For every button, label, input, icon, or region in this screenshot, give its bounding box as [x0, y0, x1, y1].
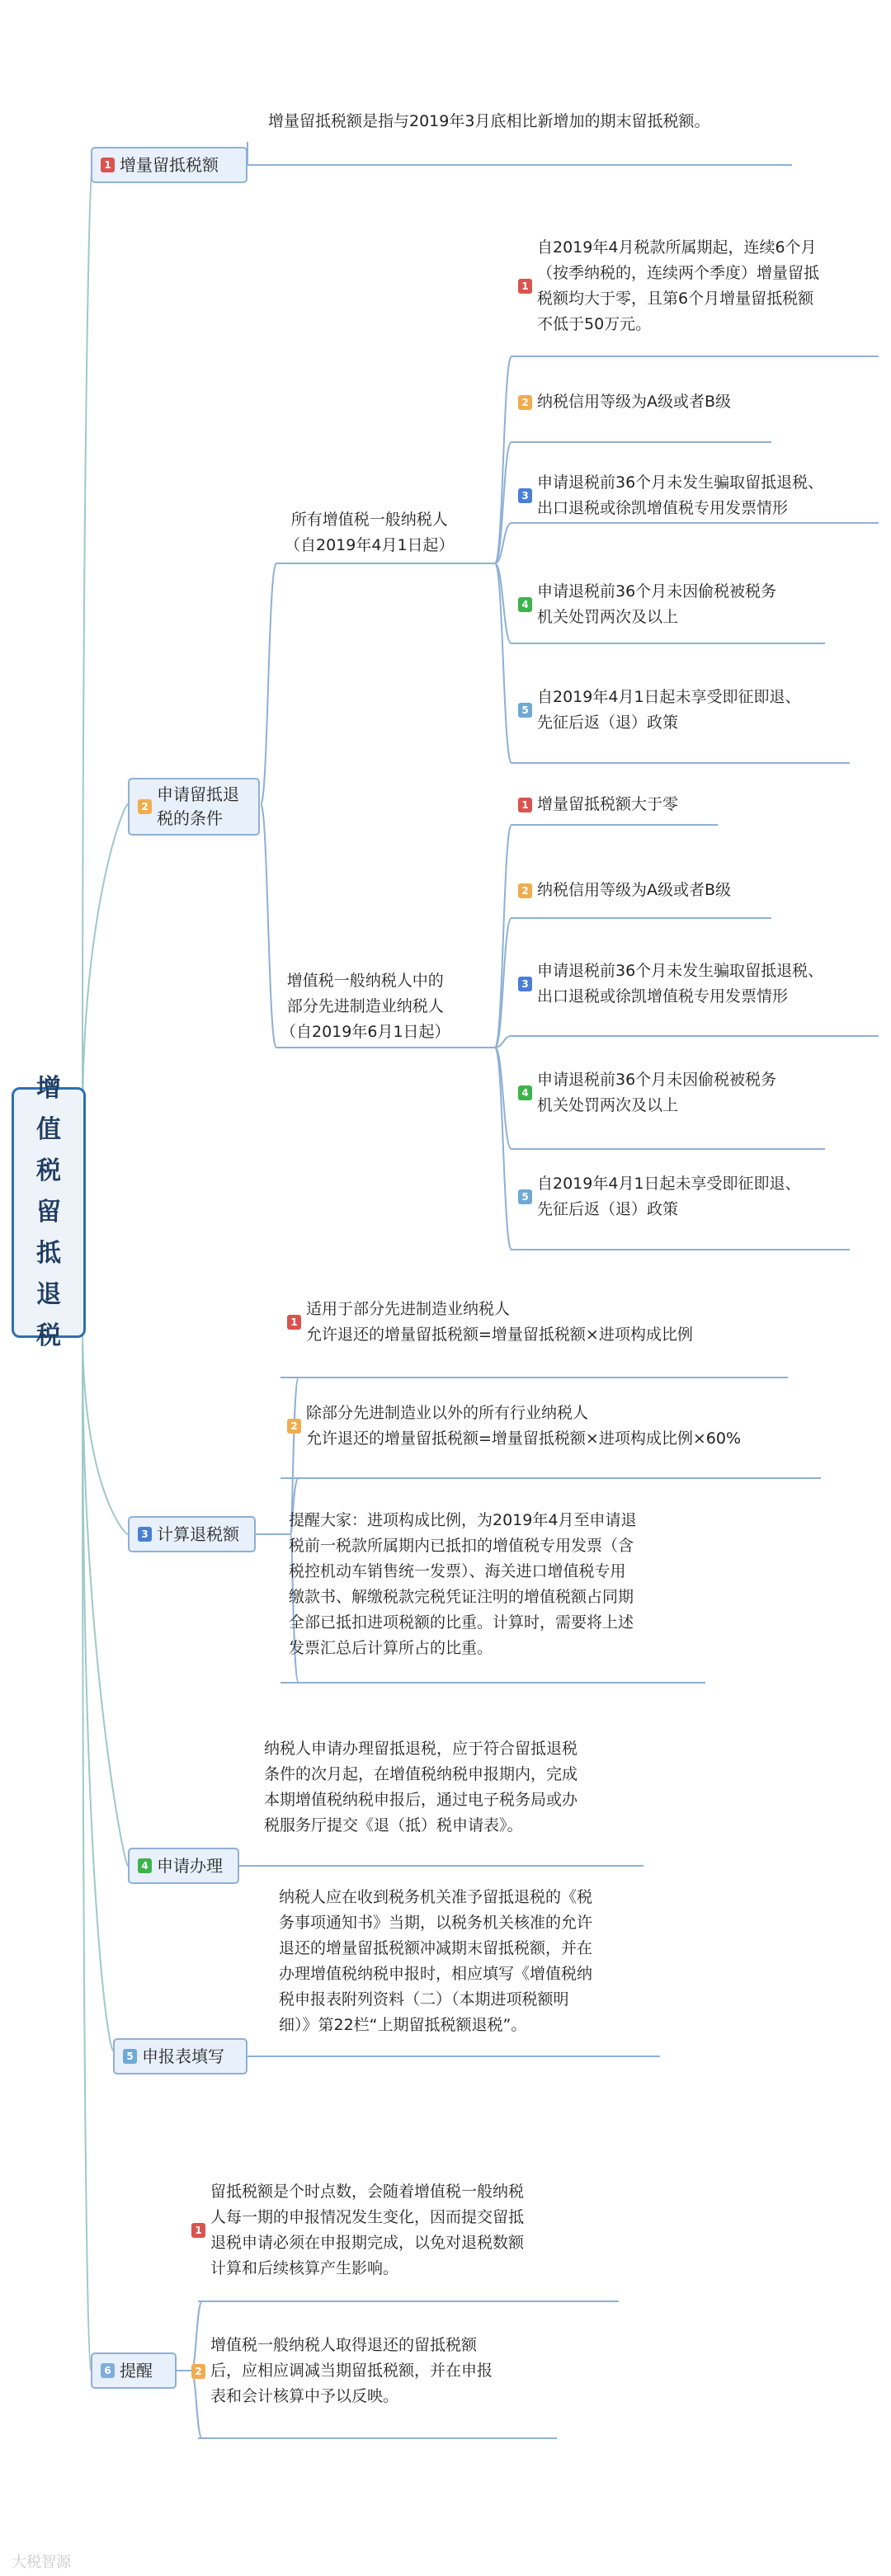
priority-2-icon: 2	[138, 799, 152, 814]
priority-3-icon: 3	[518, 977, 532, 991]
item-line: 计算和后续核算产生影响。	[210, 2259, 399, 2277]
tip-line: 发票汇总后计算所占的比重。	[289, 1639, 493, 1657]
condition-item[interactable]	[518, 389, 731, 415]
note-line: 本期增值税纳税申报后，通过电子税务局或办	[264, 1791, 578, 1809]
watermark: 大税智源	[12, 2554, 71, 2571]
item-line: 增值税一般纳税人取得退还的留抵税额	[210, 2336, 478, 2354]
condition-item[interactable]	[518, 579, 776, 630]
item-line: 自2019年4月1日起未享受即征即退、	[537, 1175, 801, 1193]
topic-reminder[interactable]	[91, 2352, 177, 2389]
reminder-item[interactable]	[191, 2333, 493, 2409]
calc-tip	[289, 1508, 636, 1661]
note-line: 税申报表附列资料（二）（本期进项税额明	[279, 1990, 569, 2009]
group-label-line: （自2019年4月1日起）	[285, 536, 455, 554]
priority-2-icon: 2	[287, 1419, 301, 1434]
topic-refund-conditions[interactable]	[128, 778, 260, 836]
topic-label: 增量留抵税额	[120, 155, 219, 175]
note-line: 税服务厅提交《退（抵）税申请表》。	[264, 1816, 523, 1834]
topic-apply[interactable]	[128, 1848, 239, 1884]
tip-line: 提醒大家：进项构成比例，为2019年4月至申请退	[289, 1511, 637, 1529]
item-line: 申请退税前36个月未因偷税被税务	[537, 1071, 777, 1089]
tip-line: 全部已抵扣进项税额的比重。计算时，需要将上述	[289, 1613, 634, 1632]
priority-5-icon: 5	[123, 2049, 137, 2064]
root-char: 增	[36, 1074, 61, 1103]
priority-3-icon: 3	[138, 1527, 152, 1542]
condition-item[interactable]	[518, 1067, 776, 1118]
item-line: 人每一期的申报情况发生变化，因而提交留抵	[210, 2208, 525, 2226]
item-line: 纳税信用等级为A级或者B级	[537, 881, 732, 899]
item-line: （按季纳税的，连续两个季度）增量留抵	[537, 264, 820, 282]
topic-label-line: 税的条件	[157, 808, 223, 828]
priority-2-icon: 2	[191, 2364, 205, 2379]
item-line: 后，应相应调减当期留抵税额，并在申报	[210, 2362, 493, 2380]
note-line: 细）》第22栏“上期留抵税额退税”。	[279, 2016, 527, 2034]
condition-item[interactable]	[518, 235, 819, 337]
tip-line: 税控机动车销售统一发票）、海关进口增值税专用	[289, 1562, 626, 1580]
item-line: 不低于50万元。	[537, 315, 652, 333]
topic-label: 申报表填写	[142, 2046, 224, 2066]
root-char: 退	[36, 1280, 61, 1309]
root-char: 抵	[36, 1239, 61, 1268]
condition-item[interactable]	[518, 958, 823, 1010]
item-line: 出口退税或徐凯增值税专用发票情形	[537, 987, 789, 1005]
priority-2-icon: 2	[518, 883, 532, 898]
tip-line: 缴款书、解缴税款完税凭证注明的增值税额占同期	[289, 1588, 634, 1606]
root-char: 留	[36, 1198, 61, 1227]
b1-note: 增量留抵税额是指与2019年3月底相比新增加的期末留抵税额。	[268, 112, 710, 130]
item-line: 申请退税前36个月未因偷税被税务	[537, 582, 777, 600]
item-line: 自2019年4月税款所属期起，连续6个月	[537, 238, 817, 257]
item-line: 增量留抵税额大于零	[537, 795, 679, 813]
root-char: 值	[36, 1115, 61, 1144]
note-line: 纳税人申请办理留抵退税，应于符合留抵退税	[264, 1740, 578, 1758]
priority-3-icon: 3	[518, 488, 532, 503]
item-line: 税额均大于零，且第6个月增量留抵税额	[537, 290, 814, 308]
note-line: 退还的增量留抵税额冲减期末留抵税额，并在	[279, 1939, 593, 1957]
priority-1-icon: 1	[287, 1315, 301, 1330]
note-line: 办理增值税纳税申报时，相应填写《增值税纳	[279, 1965, 593, 1983]
item-line: 先征后返（退）政策	[537, 713, 679, 732]
topic-label: 计算退税额	[157, 1524, 239, 1544]
priority-1-icon: 1	[101, 158, 115, 172]
condition-item[interactable]	[518, 470, 823, 521]
topic-calculate-refund[interactable]	[128, 1516, 256, 1552]
group-advanced-manufacturing[interactable]	[280, 968, 450, 1045]
item-line: 适用于部分先进制造业纳税人	[306, 1300, 511, 1318]
item-line: 机关处罚两次及以上	[537, 1096, 679, 1114]
item-line: 自2019年4月1日起未享受即征即退、	[537, 688, 801, 706]
item-line: 机关处罚两次及以上	[537, 608, 679, 626]
priority-4-icon: 4	[518, 1085, 532, 1100]
group-label-line: 增值税一般纳税人中的	[286, 972, 444, 990]
item-line: 表和会计核算中予以反映。	[210, 2387, 399, 2405]
item-line: 留抵税额是个时点数，会随着增值税一般纳税	[210, 2183, 525, 2201]
priority-4-icon: 4	[138, 1858, 152, 1873]
group-all-general-taxpayers[interactable]	[285, 507, 455, 558]
priority-2-icon: 2	[518, 395, 532, 410]
fill-return-note	[279, 1885, 592, 2038]
condition-item[interactable]	[518, 792, 678, 817]
condition-item[interactable]	[518, 1171, 801, 1222]
root-char: 税	[36, 1156, 61, 1185]
item-line: 退税申请必须在申报期完成，以免对退税数额	[210, 2234, 525, 2252]
priority-5-icon: 5	[518, 703, 532, 718]
topic-label-line: 申请留抵退	[157, 784, 239, 804]
item-line: 允许退还的增量留抵税额=增量留抵税额×进项构成比例×60%	[306, 1429, 741, 1448]
topic-fill-return[interactable]	[113, 2038, 248, 2074]
condition-item[interactable]	[518, 878, 731, 903]
item-line: 纳税信用等级为A级或者B级	[537, 393, 732, 411]
reminder-item[interactable]	[191, 2179, 524, 2282]
note-line: 条件的次月起，在增值税纳税申报期内，完成	[264, 1765, 578, 1783]
item-line: 先征后返（退）政策	[537, 1200, 679, 1218]
calc-item[interactable]	[287, 1297, 693, 1348]
priority-5-icon: 5	[518, 1189, 532, 1204]
item-line: 出口退税或徐凯增值税专用发票情形	[537, 499, 789, 517]
priority-1-icon: 1	[518, 279, 532, 294]
root-topic[interactable]	[12, 1074, 86, 1350]
priority-4-icon: 4	[518, 597, 532, 612]
calc-item[interactable]	[287, 1401, 741, 1452]
item-line: 申请退税前36个月未发生骗取留抵退税、	[537, 473, 824, 492]
group-label-line: 部分先进制造业纳税人	[286, 997, 444, 1015]
note-line: 务事项通知书》当期，以税务机关核准的允许	[279, 1914, 593, 1932]
topic-incremental-credit[interactable]	[91, 147, 248, 183]
tip-line: 税前一税款所属期内已抵扣的增值税专用发票（含	[289, 1537, 634, 1555]
topic-label: 提醒	[120, 2361, 153, 2381]
root-char: 税	[36, 1321, 61, 1350]
apply-note	[264, 1736, 578, 1839]
item-line: 申请退税前36个月未发生骗取留抵退税、	[537, 962, 824, 980]
priority-1-icon: 1	[191, 2223, 205, 2238]
group-label-line: （自2019年6月1日起）	[280, 1023, 450, 1041]
topic-label: 申请办理	[157, 1856, 223, 1876]
item-line: 允许退还的增量留抵税额=增量留抵税额×进项构成比例	[306, 1326, 693, 1344]
priority-1-icon: 1	[518, 798, 532, 812]
condition-item[interactable]	[518, 685, 801, 736]
priority-6-icon: 6	[101, 2363, 115, 2378]
item-line: 除部分先进制造业以外的所有行业纳税人	[306, 1404, 589, 1422]
note-line: 纳税人应在收到税务机关准予留抵退税的《税	[279, 1888, 593, 1906]
group-label-line: 所有增值税一般纳税人	[290, 511, 448, 529]
